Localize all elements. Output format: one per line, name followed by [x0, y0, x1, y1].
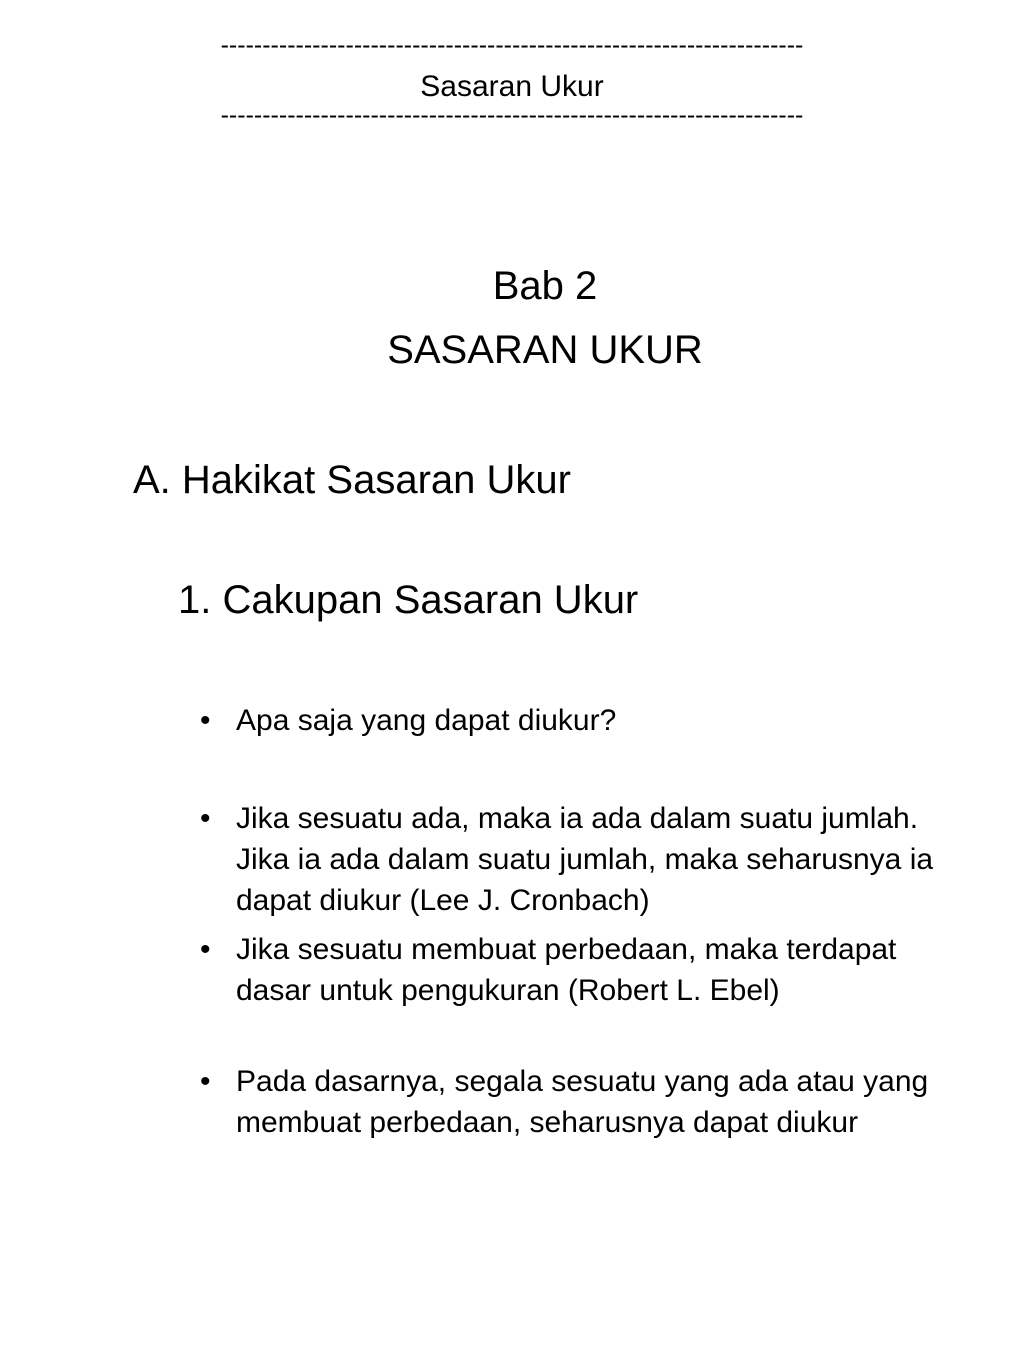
bullet-text: Apa saja yang dapat diukur? [236, 704, 617, 737]
bullet-text: Jika sesuatu ada, maka ia ada dalam suatu jumlah. Jika ia ada dalam suatu jumlah, maka seharusnya ia dapat diukur (Lee J. Cronbach) [236, 802, 934, 917]
bullet-marker: • [200, 1065, 211, 1098]
bullet-marker: • [200, 933, 211, 966]
header-bottom-rule: ---------------------------------------------------------------------- [220, 101, 804, 129]
chapter-title: SASARAN UKUR [387, 328, 703, 372]
section-heading: A. Hakikat Sasaran Ukur [133, 458, 571, 502]
subsection-heading: 1. Cakupan Sasaran Ukur [178, 578, 639, 622]
running-header [0, 30, 1024, 130]
header-title: Sasaran Ukur [420, 70, 604, 103]
bullet-text: Jika sesuatu membuat perbedaan, maka terdapat dasar untuk pengukuran (Robert L. Ebel) [236, 933, 897, 1007]
bullet-item [200, 929, 960, 1011]
bullet-item [200, 1061, 960, 1143]
bullet-marker: • [200, 802, 211, 835]
bullet-item [200, 700, 960, 741]
chapter-label: Bab 2 [492, 264, 598, 308]
bullet-text: Pada dasarnya, segala sesuatu yang ada atau yang membuat perbedaan, seharusnya dapat diukur [236, 1065, 929, 1139]
bullet-marker: • [200, 704, 211, 737]
header-top-rule: ---------------------------------------------------------------------- [220, 31, 804, 59]
bullet-item [200, 798, 960, 921]
